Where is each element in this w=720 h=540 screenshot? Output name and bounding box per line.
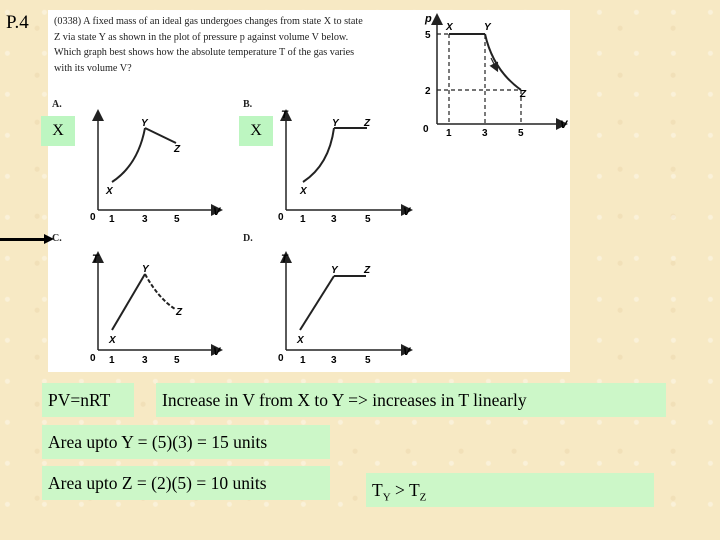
compare-sub-y: Y bbox=[382, 491, 391, 504]
pv-p-label: p bbox=[425, 13, 432, 25]
option-c-point-z: Z bbox=[176, 307, 183, 318]
pv-tick-p5: 5 bbox=[425, 30, 431, 41]
option-c-t-label: T bbox=[92, 253, 99, 265]
option-d-point-x: X bbox=[297, 335, 304, 346]
option-b-tick-3: 3 bbox=[331, 214, 337, 225]
option-b-curve-xy bbox=[303, 128, 334, 182]
option-c-origin: 0 bbox=[90, 353, 96, 364]
option-b-tick-1: 1 bbox=[300, 214, 306, 225]
option-a-point-y: Y bbox=[141, 118, 148, 129]
option-b-point-z: Z bbox=[364, 118, 371, 129]
option-d-t-label: T bbox=[281, 253, 288, 265]
option-a-point-z: Z bbox=[174, 144, 181, 155]
option-d-point-y: Y bbox=[331, 265, 338, 276]
option-c-tick-5: 5 bbox=[174, 355, 180, 366]
option-b-graph bbox=[278, 109, 412, 225]
option-a-graph bbox=[90, 112, 222, 225]
note-area-z: Area upto Z = (2)(5) = 10 units bbox=[42, 466, 330, 500]
option-c-graph bbox=[90, 253, 222, 366]
option-d-tick-1: 1 bbox=[300, 355, 306, 366]
pv-point-z: Z bbox=[520, 89, 527, 100]
pv-tick-1: 1 bbox=[446, 128, 452, 139]
option-c-point-x: X bbox=[109, 335, 116, 346]
option-d-point-z: Z bbox=[364, 265, 371, 276]
option-c-line-xy bbox=[112, 274, 145, 330]
option-a-origin: 0 bbox=[90, 212, 96, 223]
option-a-tick-5: 5 bbox=[174, 214, 180, 225]
option-d-letter: D. bbox=[243, 233, 253, 244]
option-b-point-x: X bbox=[300, 186, 307, 197]
option-a-line-yz bbox=[145, 128, 176, 143]
note-pv: PV=nRT bbox=[42, 383, 134, 417]
question-line-4: with its volume V? bbox=[54, 62, 132, 74]
pv-tick-5: 5 bbox=[518, 128, 524, 139]
pv-point-x: X bbox=[446, 22, 453, 33]
pv-tick-3: 3 bbox=[482, 128, 488, 139]
option-b-cover-label: X bbox=[239, 116, 273, 146]
option-a-tick-1: 1 bbox=[109, 214, 115, 225]
compare-op: > T bbox=[390, 480, 420, 500]
option-d-tick-5: 5 bbox=[365, 355, 371, 366]
option-c-tick-1: 1 bbox=[109, 355, 115, 366]
pv-tick-p2: 2 bbox=[425, 86, 431, 97]
note-temperature-compare bbox=[366, 473, 654, 507]
question-line-1: (0338) A fixed mass of an ideal gas undergoes changes from state X to state bbox=[54, 16, 363, 27]
question-line-3: Which graph best shows how the absolute temperature T of the gas varies bbox=[54, 47, 355, 58]
option-a-letter: A. bbox=[52, 99, 62, 110]
option-b-v-label: V bbox=[403, 206, 411, 218]
option-b-t-label: T bbox=[281, 109, 288, 121]
option-c-curve-yz bbox=[145, 274, 175, 309]
pv-v-label: V bbox=[560, 119, 568, 131]
pointer-arrow-icon bbox=[44, 234, 54, 244]
note-increase: Increase in V from X to Y => increases in T linearly bbox=[156, 383, 666, 417]
slide-label: P.4 bbox=[6, 12, 29, 33]
compare-t1: T bbox=[372, 480, 383, 500]
option-c-letter: C. bbox=[52, 233, 62, 244]
option-b-origin: 0 bbox=[278, 212, 284, 223]
pv-graph bbox=[423, 13, 569, 139]
option-d-graph bbox=[278, 253, 412, 366]
option-d-tick-3: 3 bbox=[331, 355, 337, 366]
option-a-cover-label: X bbox=[41, 116, 75, 146]
compare-sub-z: Z bbox=[419, 491, 427, 504]
pv-point-y: Y bbox=[484, 22, 491, 33]
option-a-v-label: V bbox=[213, 206, 221, 218]
option-c-point-y: Y bbox=[142, 264, 149, 275]
pointer-arrow-shaft bbox=[0, 238, 48, 241]
option-a-point-x: X bbox=[106, 186, 113, 197]
question-line-2: Z via state Y as shown in the plot of pressure p against volume V below. bbox=[54, 31, 349, 43]
pv-curve-yz bbox=[485, 34, 521, 90]
option-a-tick-3: 3 bbox=[142, 214, 148, 225]
pv-dashed-y bbox=[437, 34, 485, 124]
option-c-v-label: V bbox=[213, 346, 221, 358]
option-b-point-y: Y bbox=[332, 118, 339, 129]
option-b-letter: B. bbox=[243, 99, 253, 110]
pv-origin: 0 bbox=[423, 124, 429, 135]
option-d-line-xy bbox=[300, 276, 334, 330]
option-c-tick-3: 3 bbox=[142, 355, 148, 366]
note-area-y: Area upto Y = (5)(3) = 15 units bbox=[42, 425, 330, 459]
option-b-tick-5: 5 bbox=[365, 214, 371, 225]
option-d-origin: 0 bbox=[278, 353, 284, 364]
option-a-curve-xy bbox=[112, 128, 145, 182]
option-d-v-label: V bbox=[403, 346, 411, 358]
